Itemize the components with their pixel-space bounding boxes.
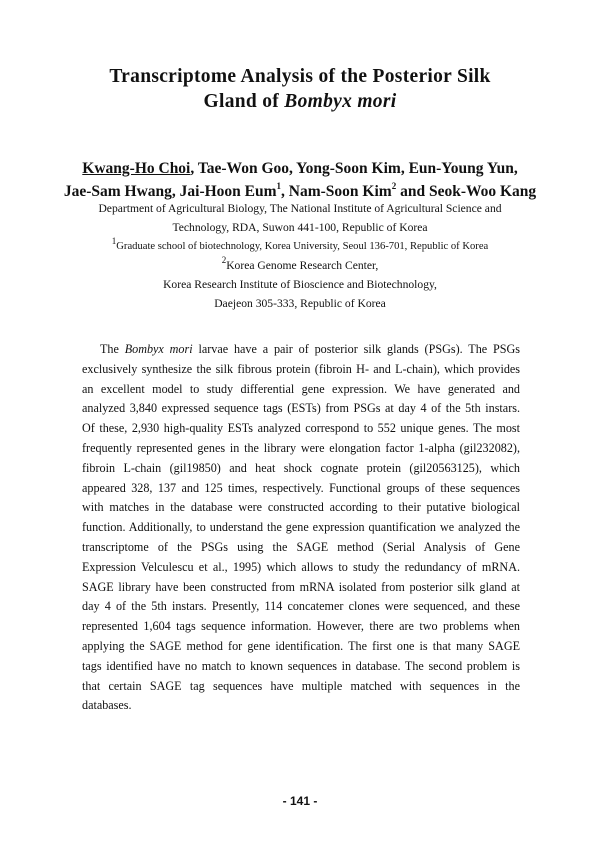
title-line-1: Transcriptome Analysis of the Posterior Silk xyxy=(109,66,491,87)
page-number: - 141 - xyxy=(282,794,318,808)
abstract-line: function. Additionally, to understand the gene expression quantification we analyzed the xyxy=(82,520,520,535)
abstract-line-1-b: larvae have a pair of posterior silk glands (PSGs). The PSGs xyxy=(192,342,520,356)
abstract-line: transcriptome of the PSGs using the SAGE method (Serial Analysis of Gene xyxy=(82,539,520,554)
abstract-last-line: databases. xyxy=(82,698,132,713)
abstract-line: day 4 of the 5th instars. Presently, 114 concatemer clones were sequenced, and these xyxy=(82,599,520,614)
author-line-2-a: Jae-Sam Hwang, Jai-Hoon Eum xyxy=(63,183,277,200)
abstract-line: fibroin L-chain (gil19850) and heat shock cognate protein (gil20563125), which xyxy=(82,460,520,475)
abstract-line: Expression Velculescu et al., 1995) which allows to study the redundancy of mRNA. xyxy=(82,559,520,574)
affiliation-line-6: Daejeon 305-333, Republic of Korea xyxy=(214,297,386,311)
abstract-line: frequently represented genes in the library were elongation factor 1-alpha (gil232082), xyxy=(82,440,520,455)
affiliation-line-4-text: Korea Genome Research Center, xyxy=(226,259,379,273)
affiliation-line-3 xyxy=(0,237,600,256)
abstract-line: tags identified have no match to known sequences in database. The second problem is xyxy=(82,658,520,673)
author-line-2-b: , Nam-Soon Kim xyxy=(281,183,392,200)
affiliation-line-2: Technology, RDA, Suwon 441-100, Republic of Korea xyxy=(172,221,428,235)
abstract-line-1-a: The xyxy=(100,342,125,356)
abstract-species-name: Bombyx mori xyxy=(124,342,193,356)
affiliation-marker-2: 2 xyxy=(391,180,397,191)
author-list xyxy=(0,157,600,203)
abstract-line: with matches in the database were constructed according to their putative biological xyxy=(82,500,520,515)
title-line-2 xyxy=(0,89,600,114)
abstract-line: Of these, 2,930 high-quality ESTs analyzed correspond to 552 unique genes. The most xyxy=(82,421,520,436)
abstract-line: SAGE library have been constructed from mRNA isolated from posterior silk gland at xyxy=(82,579,520,594)
abstract-line: that certain SAGE tag sequences have multiple matched with sequences in the xyxy=(82,678,520,693)
title-species-name: Bombyx mori xyxy=(284,91,397,112)
paper-title xyxy=(0,64,600,114)
presenting-author: Kwang-Ho Choi xyxy=(82,160,191,177)
affiliation-marker-1: 1 xyxy=(276,180,282,191)
affiliation-line-3-text: Graduate school of biotechnology, Korea University, Seoul 136-701, Republic of Korea xyxy=(116,241,489,253)
abstract-line: analyzed 3,840 expressed sequence tags (ESTs) from PSGs at day 4 of the 5th instars. xyxy=(82,401,520,416)
abstract-body xyxy=(82,340,520,716)
affiliation-line-4 xyxy=(0,256,600,275)
abstract-line: exclusively synthesize the silk fibrous protein (fibroin H- and L-chain), which provides xyxy=(82,361,520,376)
abstract-line: applying the SAGE method for gene identification. The first one is that many SAGE xyxy=(82,638,520,653)
author-line-1-rest: , Tae-Won Goo, Yong-Soon Kim, Eun-Young Yun, xyxy=(190,160,518,177)
affiliation-line-4-marker: 2 xyxy=(221,255,227,266)
author-line-1 xyxy=(0,157,600,180)
abstract-line xyxy=(82,340,520,360)
abstract-line: appeared 328, 137 and 125 times, respectively. Functional groups of these sequences xyxy=(82,480,520,495)
title-line-2-prefix: Gland of xyxy=(203,91,285,112)
affiliations xyxy=(0,199,600,314)
affiliation-line-1: Department of Agricultural Biology, The National Institute of Agricultural Science and xyxy=(98,202,502,215)
affiliation-line-3-marker: 1 xyxy=(111,235,117,246)
affiliation-line-5: Korea Research Institute of Bioscience and Biotechnology, xyxy=(163,278,437,292)
author-line-2-c: and Seok-Woo Kang xyxy=(396,183,537,200)
abstract-line: represented 1,604 tags sequence information. However, there are two problems when xyxy=(82,619,520,634)
abstract-line: an excellent model to study differential gene expression. We have generated and xyxy=(82,381,520,396)
